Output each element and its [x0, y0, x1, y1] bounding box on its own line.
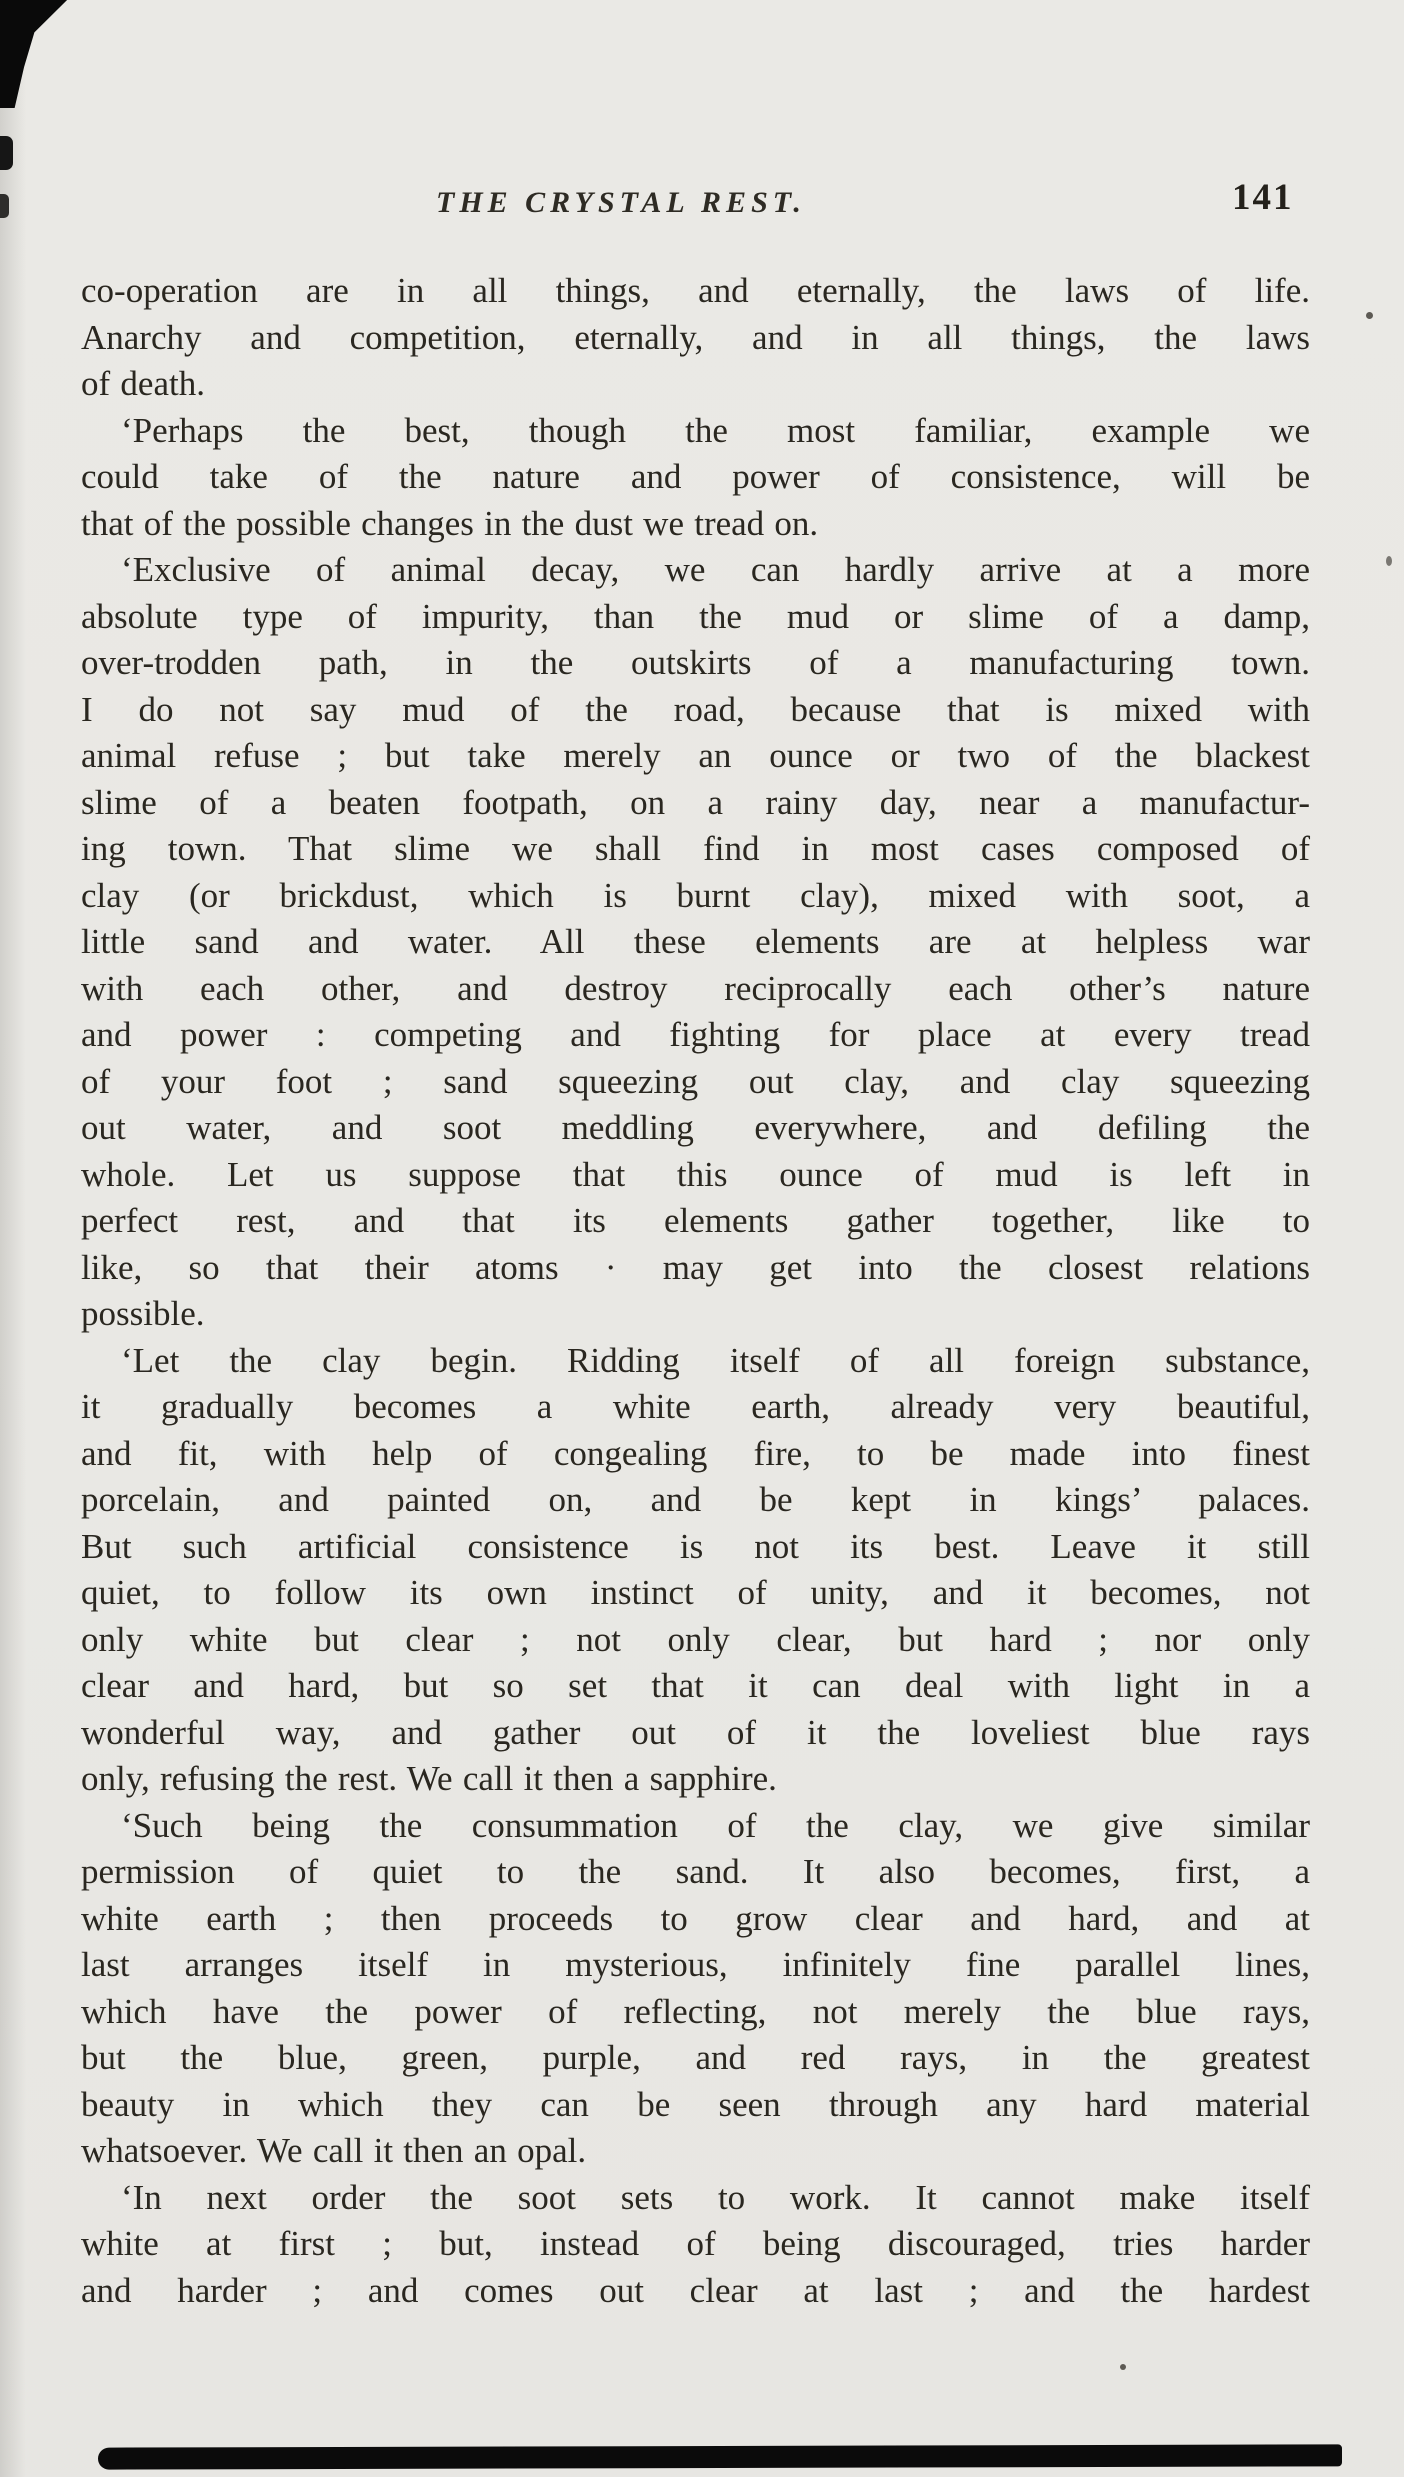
- text-line: absolute type of impurity, than the mud or slime of a damp,: [81, 596, 1310, 636]
- running-title: THE CRYSTAL REST.: [436, 186, 806, 219]
- text-line: white earth ; then proceeds to grow clear and hard, and at: [81, 1898, 1310, 1938]
- text-line: ‘Let the clay begin. Ridding itself of all foreign substance,: [121, 1340, 1310, 1380]
- text-line: it gradually becomes a white earth, already very beautiful,: [81, 1387, 1310, 1426]
- text-line: quiet, to follow its own instinct of unity, and it becomes, not: [81, 1573, 1310, 1612]
- text-line: beauty in which they can be seen through any hard material: [81, 2084, 1310, 2124]
- text-line: clay (or brickdust, which is burnt clay), mixed with soot, a: [81, 875, 1310, 915]
- text-line: permission of quiet to the sand. It also becomes, first, a: [81, 1852, 1310, 1891]
- text-line: whatsoever. We call it then an opal.: [81, 2131, 587, 2170]
- text-line: ‘In next order the soot sets to work. It cannot make itself: [121, 2177, 1310, 2217]
- text-line: which have the power of reflecting, not merely the blue rays,: [81, 1991, 1310, 2031]
- text-line: slime of a beaten footpath, on a rainy day, near a manufactur-: [81, 782, 1310, 822]
- text-line: little sand and water. All these elements are at helpless war: [81, 922, 1310, 961]
- text-line: ‘Exclusive of animal decay, we can hardly arrive at a more: [121, 550, 1310, 589]
- text-line: animal refuse ; but take merely an ounce or two of the blackest: [81, 736, 1310, 775]
- text-line: over-trodden path, in the outskirts of a manufacturing town.: [81, 643, 1310, 682]
- paragraph: [81, 1803, 1310, 2175]
- text-line: I do not say mud of the road, because that is mixed with: [81, 689, 1310, 729]
- text-line: and fit, with help of congealing fire, to be made into finest: [81, 1433, 1310, 1473]
- ink-speck-icon: [1366, 312, 1373, 319]
- text-line: possible.: [81, 1294, 205, 1333]
- text-block: [81, 268, 1310, 2314]
- text-line: of your foot ; sand squeezing out clay, and clay squeezing: [81, 1061, 1310, 1101]
- text-line: whole. Let us suppose that this ounce of mud is left in: [81, 1154, 1310, 1194]
- text-line: with each other, and destroy reciprocally each other’s nature: [81, 968, 1310, 1008]
- text-line: like, so that their atoms · may get into the closest relations: [81, 1247, 1310, 1287]
- text-line: clear and hard, but so set that it can deal with light in a: [81, 1666, 1310, 1705]
- paragraph: [81, 268, 1310, 408]
- paragraph: [81, 547, 1310, 1338]
- text-line: Anarchy and competition, eternally, and in all things, the laws: [81, 317, 1310, 357]
- scan-mark-left-edge-2-icon: [0, 194, 9, 218]
- text-line: only, refusing the rest. We call it then a sapphire.: [81, 1759, 777, 1798]
- page-number: 141: [1232, 177, 1294, 218]
- text-line: perfect rest, and that its elements gather together, like to: [81, 1201, 1310, 1240]
- text-line: But such artificial consistence is not its best. Leave it still: [81, 1526, 1310, 1566]
- text-line: could take of the nature and power of consistence, will be: [81, 457, 1310, 496]
- paragraph: [81, 2175, 1310, 2315]
- text-line: and power : competing and fighting for place at every tread: [81, 1015, 1310, 1054]
- paragraph: [81, 1338, 1310, 1803]
- scan-mark-left-edge-1-icon: [0, 136, 13, 170]
- text-line: of death.: [81, 364, 205, 403]
- text-line: that of the possible changes in the dust we tread on.: [81, 503, 819, 543]
- text-line: ‘Perhaps the best, though the most familiar, example we: [121, 410, 1310, 450]
- text-line: co-operation are in all things, and eternally, the laws of life.: [81, 271, 1310, 310]
- scan-blot-top-left-icon: [0, 0, 86, 108]
- text-line: ‘Such being the consummation of the clay, we give similar: [121, 1805, 1310, 1845]
- text-line: white at first ; but, instead of being discouraged, tries harder: [81, 2224, 1310, 2263]
- text-line: but the blue, green, purple, and red rays, in the greatest: [81, 2038, 1310, 2077]
- ink-speck-icon: [1386, 556, 1392, 566]
- text-line: only white but clear ; not only clear, but hard ; nor only: [81, 1619, 1310, 1659]
- text-line: porcelain, and painted on, and be kept in kings’ palaces.: [81, 1480, 1310, 1519]
- text-line: out water, and soot meddling everywhere, and defiling the: [81, 1108, 1310, 1147]
- text-line: and harder ; and comes out clear at last ; and the hardest: [81, 2270, 1310, 2310]
- ink-speck-icon: [1120, 2364, 1126, 2370]
- text-line: last arranges itself in mysterious, infinitely fine parallel lines,: [81, 1945, 1310, 1984]
- text-line: wonderful way, and gather out of it the loveliest blue rays: [81, 1712, 1310, 1752]
- scan-bar-bottom-icon: [98, 2444, 1342, 2469]
- text-line: ing town. That slime we shall find in most cases composed of: [81, 829, 1310, 868]
- paragraph: [81, 408, 1310, 548]
